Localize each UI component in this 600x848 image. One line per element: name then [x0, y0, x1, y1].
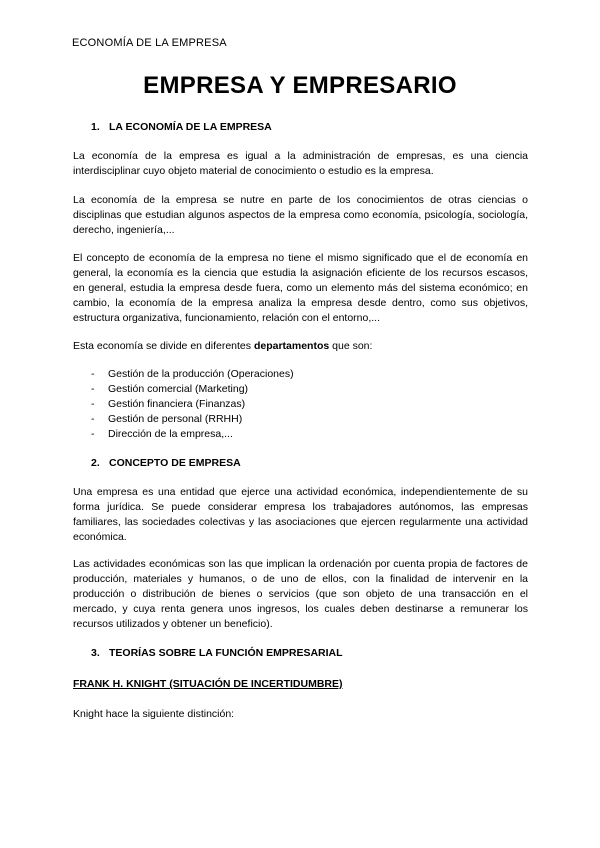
paragraph: La economía de la empresa se nutre en parte de los conocimientos de otras ciencias o disciplinas que estudian algunos aspectos de la empresa como economía, psicología, sociología, derecho, ingeniería,... [73, 194, 528, 236]
paragraph: El concepto de economía de la empresa no tiene el mismo significado que el de economía en general, la economía es la ciencia que estudia la asignación eficiente de los recursos escasos, en general, estudia la empresa desde fuera, como un elemento más del sistema económico; en cambio, la economía de la empresa analiza la empresa desde dentro, como sus objetivos, estructura organizativa, funcionamiento, relación con el entorno,... [73, 252, 528, 324]
section-number: 2. [91, 457, 100, 469]
section-title: LA ECONOMÍA DE LA EMPRESA [109, 121, 272, 133]
paragraph: Las actividades económicas son las que implican la ordenación por cuenta propia de factores de producción, materiales y humanos, o de uno de ellos, con la finalidad de intervenir en la producción o distribución de bienes o servicios (que son objeto de una transacción en el mercado, y cuya renta genera unos ingresos, los cuales deben destinarse a remunerar los recursos utilizados y obtener un beneficio). [73, 558, 528, 630]
subheading-knight: FRANK H. KNIGHT (SITUACIÓN DE INCERTIDUMBRE) [73, 678, 343, 690]
section-heading-3 [91, 647, 343, 659]
section-heading-2 [91, 457, 241, 469]
text-run: Esta economía se divide en diferentes [73, 340, 254, 352]
section-number: 1. [91, 121, 100, 133]
list-item-text: Gestión financiera (Finanzas) [108, 398, 246, 410]
list-item [91, 367, 294, 382]
paragraph: Una empresa es una entidad que ejerce una actividad económica, independientemente de su forma jurídica. Se puede considerar empresa los trabajadores autónomos, las empresas familiares, las sociedades colectivas y las asociaciones que ejercen regularmente una actividad económica. [73, 486, 528, 543]
list-item [91, 382, 294, 397]
list-item-text: Gestión comercial (Marketing) [108, 383, 249, 395]
list-item-text: Gestión de personal (RRHH) [108, 413, 243, 425]
bullet-marker: - [91, 398, 95, 410]
section-title: CONCEPTO DE EMPRESA [109, 457, 241, 469]
list-item [91, 397, 294, 412]
running-header: ECONOMÍA DE LA EMPRESA [72, 37, 227, 49]
list-item [91, 427, 294, 442]
bullet-marker: - [91, 383, 95, 395]
bullet-marker: - [91, 413, 95, 425]
list-item-text: Dirección de la empresa,... [108, 428, 233, 440]
paragraph-departments-intro [73, 339, 528, 354]
paragraph: Knight hace la siguiente distinción: [73, 708, 235, 720]
section-title: TEORÍAS SOBRE LA FUNCIÓN EMPRESARIAL [109, 647, 343, 659]
bold-term: departamentos [253, 340, 330, 352]
departments-list [91, 367, 294, 442]
section-number: 3. [91, 647, 100, 659]
list-item-text: Gestión de la producción (Operaciones) [108, 368, 294, 380]
paragraph: La economía de la empresa es igual a la administración de empresas, es una ciencia interdisciplinar cuyo objeto material de conocimiento o estudio es la empresa. [73, 150, 528, 177]
section-heading-1 [91, 121, 272, 133]
bullet-marker: - [91, 368, 95, 380]
list-item [91, 412, 294, 427]
text-run: que son: [329, 340, 373, 352]
bullet-marker: - [91, 428, 95, 440]
document-title: EMPRESA Y EMPRESARIO [143, 72, 457, 99]
